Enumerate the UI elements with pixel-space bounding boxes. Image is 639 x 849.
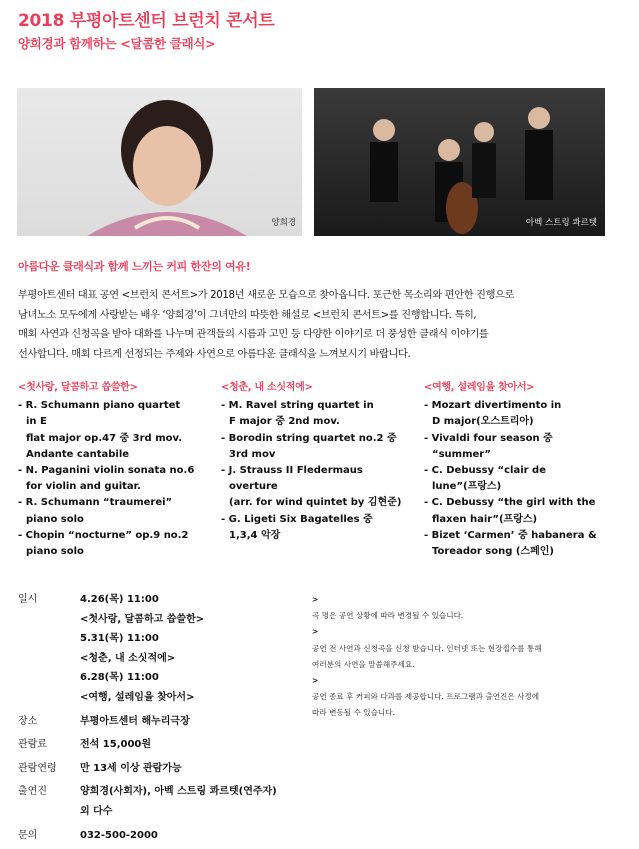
quartet-illustration	[314, 88, 605, 236]
program-item: - Mozart divertimento in D major(오스트리아)	[424, 400, 562, 428]
notice-text: 공연 전 사연과 신청곡을 신청 받습니다. 인터넷 또는 현장접수를 통해 여러분의 사연을 말씀해주세요.	[312, 643, 542, 669]
cast-line: 외 다수	[80, 805, 113, 817]
price-value: 전석 15,000원	[80, 739, 152, 751]
program-item: - Borodin string quartet no.2 중 3rd mov	[221, 432, 397, 460]
program-column-first-love	[18, 380, 203, 560]
program-item: - J. Strauss II Fledermaus overture (arr. for wind quintet by 김현준)	[221, 465, 402, 509]
program-item: - C. Debussy “clair de lune”(프랑스)	[424, 465, 546, 493]
intro-line: 선사합니다. 매회 다르게 선정되는 주제와 사연으로 아름다운 클래식을 느껴보시기 바랍니다.	[18, 348, 411, 360]
schedule-line: <첫사랑, 달콤하고 씁쓸한>	[80, 613, 205, 625]
intro-line: 매회 사연과 신청곡을 받아 대화를 나누며 관객들의 시름과 고민 등 다양한 이야기로 더 풍성한 클래식 이야기를	[18, 329, 489, 341]
quartet-photo-caption: 아벡 스트링 콰르텟	[525, 218, 597, 228]
notice-arrow: >	[312, 676, 319, 686]
schedule-line: 5.31(목) 11:00	[80, 633, 159, 645]
schedule-line: 4.26(목) 11:00	[80, 594, 159, 605]
program-list	[18, 398, 203, 560]
program-heading: <여행, 설레임을 찾아서>	[424, 382, 535, 393]
host-photo	[17, 88, 302, 236]
program-list	[221, 398, 411, 544]
program-list	[424, 398, 614, 560]
intro-paragraph	[18, 286, 618, 364]
notice-text: 곡 명은 공연 상황에 따라 변경될 수 있습니다.	[312, 611, 464, 621]
program-item: - Chopin “nocturne” op.9 no.2 piano solo	[18, 529, 189, 558]
venue-value: 부평아트센터 해누리극장	[80, 715, 190, 727]
host-portrait-illustration	[17, 88, 302, 236]
program-item: - Bizet ‘Carmen’ 중 habanera & Toreador song (스페인)	[424, 529, 597, 558]
page-title: 2018 부평아트센터 브런치 콘서트	[18, 11, 275, 31]
program-item: - R. Schumann piano quartet in E flat major op.47 중 3rd mov. Andante cantabile	[18, 400, 182, 460]
contact-value: 032-500-2000	[80, 829, 158, 841]
program-column-travel	[424, 380, 614, 560]
tagline: 아름다운 클래식과 함께 느끼는 커피 한잔의 여유!	[18, 260, 251, 273]
cast-label: 출연진	[18, 786, 47, 798]
program-column-youth	[221, 380, 411, 544]
age-label: 관람연령	[18, 762, 57, 774]
schedule-line: <여행, 설레임을 찾아서>	[80, 691, 195, 703]
program-heading: <청춘, 내 소싯적에>	[221, 382, 313, 393]
host-photo-caption: 양희경	[271, 218, 296, 228]
schedule-label: 일시	[18, 594, 38, 605]
quartet-photo	[314, 88, 605, 236]
venue-row	[18, 712, 277, 732]
cast-row	[18, 782, 277, 821]
contact-label: 문의	[18, 829, 38, 841]
schedule-line: 6.28(목) 11:00	[80, 672, 159, 684]
program-item: - C. Debussy “the girl with the flaxen hair”(프랑스)	[424, 497, 596, 525]
contact-row	[18, 826, 277, 846]
cast-line: 양희경(사회자), 아벡 스트링 콰르텟(연주자)	[80, 786, 277, 798]
notice-arrow: >	[312, 627, 319, 637]
cast-value	[80, 782, 277, 821]
notice-text: 공연 종료 후 커피와 다과를 제공합니다. 프로그램과 출연진은 사정에 따라 변동될 수 있습니다.	[312, 692, 540, 718]
venue-label: 장소	[18, 715, 38, 727]
program-heading: <첫사랑, 달콤하고 씁쓸한>	[18, 382, 138, 393]
notice-list	[312, 592, 612, 722]
schedule-value	[80, 590, 204, 708]
program-item: - M. Ravel string quartet in F major 중 2nd mov.	[221, 400, 374, 428]
price-label: 관람료	[18, 739, 47, 751]
intro-line: 남녀노소 모두에게 사랑받는 배우 ‘양희경’이 그녀만의 따뜻한 해설로 <브런치 콘서트>를 진행합니다. 특히,	[18, 309, 477, 321]
program-item: - G. Ligeti Six Bagatelles 중 1,3,4 악장	[221, 513, 373, 541]
event-info	[18, 590, 277, 849]
intro-line: 부평아트센터 대표 공연 <브런치 콘서트>가 2018년 새로운 모습으로 찾아옵니다. 포근한 목소리와 편안한 진행으로	[18, 290, 515, 301]
age-row	[18, 759, 277, 779]
notice-arrow: >	[312, 595, 319, 604]
age-value: 만 13세 이상 관람가능	[80, 762, 182, 774]
program-item: - N. Paganini violin sonata no.6 for violin and guitar.	[18, 465, 195, 493]
program-item: - R. Schumann “traumerei” piano solo	[18, 497, 173, 525]
schedule-line: <청춘, 내 소싯적에>	[80, 652, 176, 664]
program-item: - Vivaldi four season 중 “summer”	[424, 432, 553, 460]
page-subtitle: 양희경과 함께하는 <달콤한 클래식>	[18, 36, 216, 51]
schedule-row	[18, 590, 277, 708]
price-row	[18, 735, 277, 755]
